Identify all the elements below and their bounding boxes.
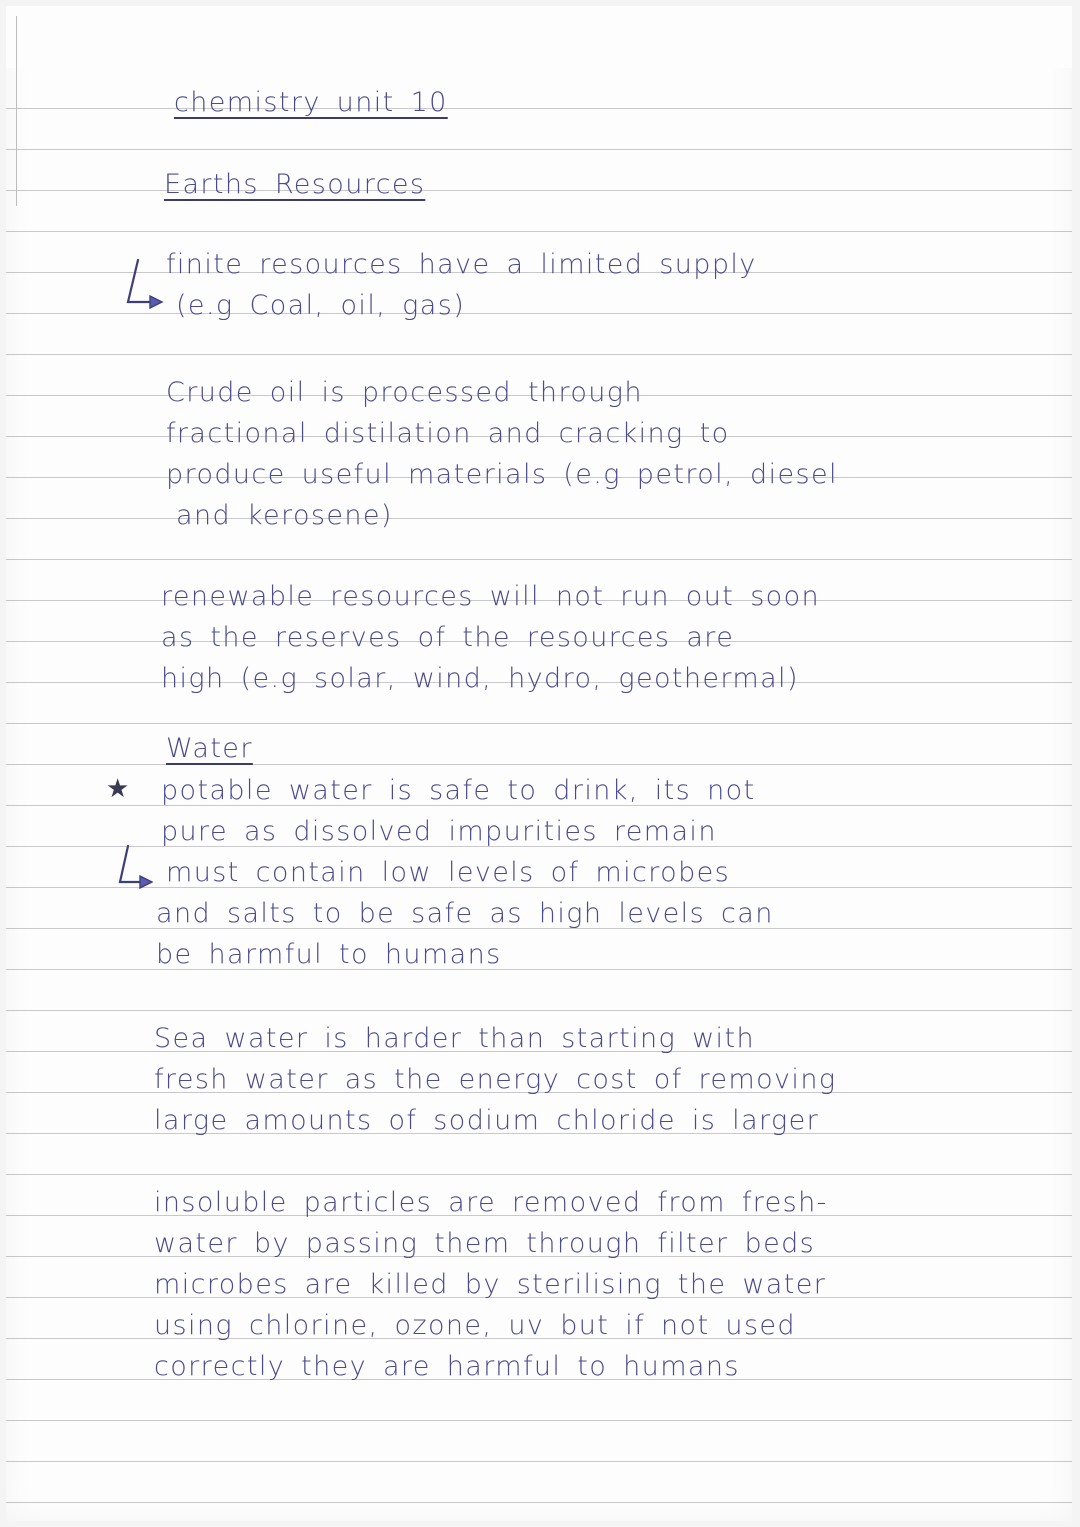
note-line: fractional distilation and cracking to bbox=[166, 418, 730, 449]
note-line: as the reserves of the resources are bbox=[161, 622, 735, 653]
note-line: and kerosene) bbox=[176, 500, 393, 531]
bracket-arrow-icon bbox=[110, 842, 160, 892]
note-line: produce useful materials (e.g petrol, diesel bbox=[166, 459, 838, 490]
note-line: be harmful to humans bbox=[156, 939, 502, 970]
note-line: using chlorine, ozone, uv but if not used bbox=[154, 1310, 796, 1341]
note-line: must contain low levels of microbes bbox=[166, 857, 731, 888]
note-line: Crude oil is processed through bbox=[166, 377, 643, 408]
note-line: pure as dissolved impurities remain bbox=[161, 816, 717, 847]
note-line: high (e.g solar, wind, hydro, geothermal) bbox=[161, 663, 799, 694]
note-line: finite resources have a limited supply bbox=[166, 249, 757, 280]
star-icon: ★ bbox=[106, 774, 130, 804]
section-heading-water: Water bbox=[166, 733, 253, 764]
page-title: chemistry unit 10 bbox=[174, 87, 448, 118]
note-line: insoluble particles are removed from fresh- bbox=[154, 1187, 828, 1218]
note-line: Sea water is harder than starting with bbox=[154, 1023, 755, 1054]
notebook-page bbox=[6, 6, 1072, 1521]
note-line: fresh water as the energy cost of removing bbox=[154, 1064, 837, 1095]
note-line: potable water is safe to drink, its not bbox=[161, 775, 756, 806]
note-line: microbes are killed by sterilising the water bbox=[154, 1269, 827, 1300]
note-line: water by passing them through filter beds bbox=[154, 1228, 816, 1259]
margin-line bbox=[16, 16, 17, 206]
note-line: (e.g Coal, oil, gas) bbox=[176, 290, 466, 321]
note-line: large amounts of sodium chloride is larger bbox=[154, 1105, 820, 1136]
bracket-arrow-icon bbox=[116, 256, 166, 312]
section-heading-earths-resources: Earths Resources bbox=[164, 169, 426, 200]
note-line: renewable resources will not run out soon bbox=[161, 581, 821, 612]
note-line: and salts to be safe as high levels can bbox=[156, 898, 774, 929]
note-line: correctly they are harmful to humans bbox=[154, 1351, 740, 1382]
